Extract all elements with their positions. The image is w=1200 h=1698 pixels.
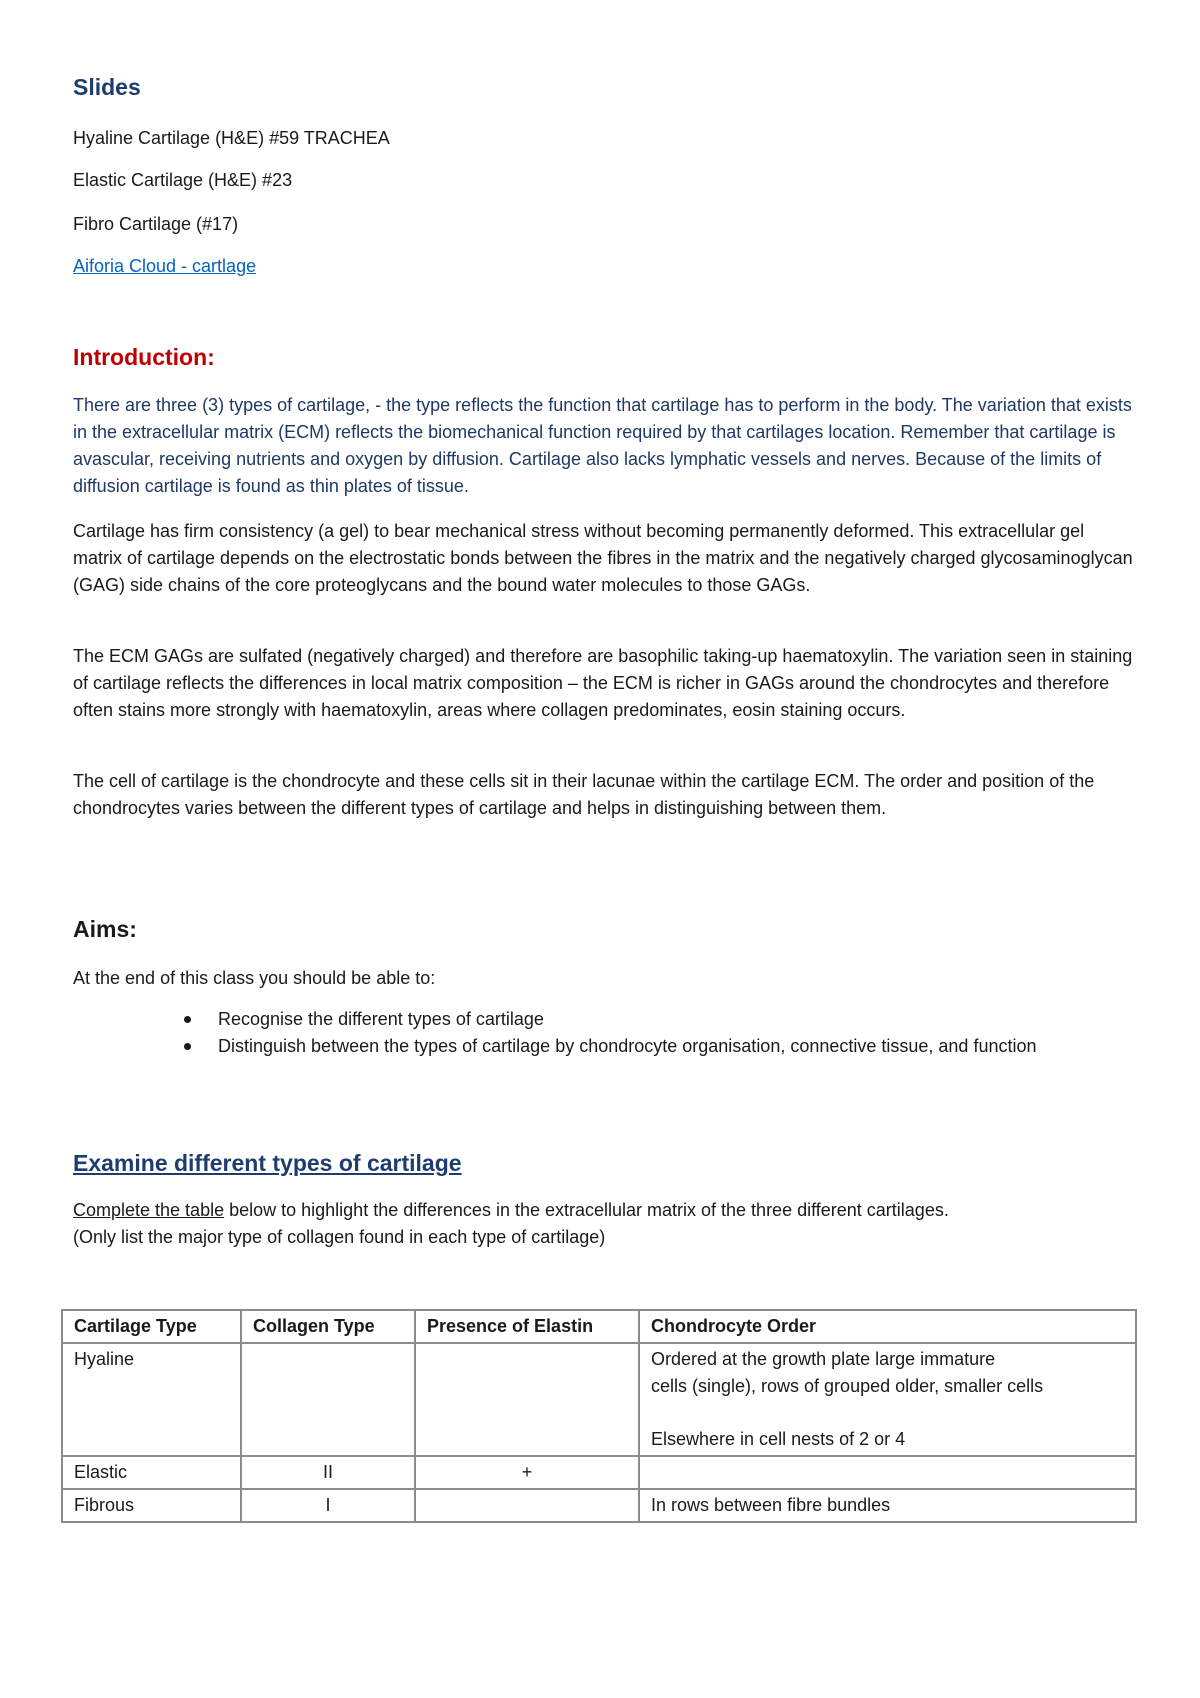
- cell-order[interactable]: [639, 1456, 1136, 1489]
- examine-heading: Examine different types of cartilage: [73, 1150, 462, 1176]
- instruction-note: (Only list the major type of collagen found in each type of cartilage): [73, 1227, 606, 1247]
- cell-type: Fibrous: [62, 1489, 241, 1522]
- cell-order: Ordered at the growth plate large immature cells (single), rows of grouped older, smaller cells Elsewhere in cell nests of 2 or 4: [639, 1343, 1136, 1456]
- intro-paragraph-2: Cartilage has firm consistency (a gel) to bear mechanical stress without becoming permanently deformed. This extracellular gel matrix of cartilage depends on the electrostatic bonds between the fibres in the matrix and the negatively charged glycosaminoglycan (GAG) side chains of the core proteoglycans and the bound water molecules to those GAGs.: [73, 521, 1133, 595]
- header-cartilage-type: Cartilage Type: [62, 1310, 241, 1343]
- header-chondrocyte-order: Chondrocyte Order: [639, 1310, 1136, 1343]
- table-row-hyaline: [62, 1343, 1136, 1456]
- table-instruction: Complete the table below to highlight the differences in the extracellular matrix of the three different cartilages. (Only list the major type of collagen found in each type of cartilage): [73, 1200, 949, 1247]
- intro-paragraph-1: There are three (3) types of cartilage, - the type reflects the function that cartilage has to perform in the body. The variation that exists in the extracellular matrix (ECM) reflects the biomechanical function required by that cartilages location. Remember that cartilage is avascular, receiving nutrients and oxygen by diffusion. Cartilage also lacks lymphatic vessels and nerves. Because of the limits of diffusion cartilage is found as thin plates of tissue.: [73, 395, 1132, 496]
- table-row-elastic: [62, 1456, 1136, 1489]
- cell-collagen: II: [241, 1456, 415, 1489]
- aims-list-item: Distinguish between the types of cartilage by chondrocyte organisation, connective tissue, and function: [180, 1033, 1080, 1060]
- cell-collagen[interactable]: [241, 1343, 415, 1456]
- aims-intro: At the end of this class you should be able to:: [73, 968, 436, 988]
- bullet-icon: [184, 1016, 191, 1023]
- header-collagen-type: Collagen Type: [241, 1310, 415, 1343]
- slide-item-elastic: Elastic Cartilage (H&E) #23: [73, 170, 293, 190]
- intro-paragraph-4: The cell of cartilage is the chondrocyte and these cells sit in their lacunae within the cartilage ECM. The order and position of the chondrocytes varies between the different types of cartilage and helps in distinguishing between them.: [73, 771, 1095, 818]
- slide-item-fibro: Fibro Cartilage (#17): [73, 214, 239, 234]
- aiforia-cloud-link[interactable]: Aiforia Cloud - cartlage: [73, 256, 257, 276]
- table-row-fibrous: [62, 1489, 1136, 1522]
- aims-list-item: Recognise the different types of cartilage: [180, 1006, 1080, 1033]
- slides-heading: Slides: [73, 74, 141, 100]
- cartilage-comparison-table: [61, 1309, 1137, 1523]
- cell-elastin: +: [415, 1456, 639, 1489]
- cell-type: Hyaline: [62, 1343, 241, 1456]
- introduction-heading: Introduction:: [73, 344, 215, 370]
- header-presence-of-elastin: Presence of Elastin: [415, 1310, 639, 1343]
- cell-elastin[interactable]: [415, 1343, 639, 1456]
- cell-type: Elastic: [62, 1456, 241, 1489]
- complete-table-text: Complete the table: [73, 1200, 225, 1220]
- aims-heading: Aims:: [73, 916, 137, 942]
- cell-elastin[interactable]: [415, 1489, 639, 1522]
- bullet-icon: [184, 1043, 191, 1050]
- slide-item-hyaline: Hyaline Cartilage (H&E) #59 TRACHEA: [73, 128, 390, 148]
- cell-order: In rows between fibre bundles: [639, 1489, 1136, 1522]
- intro-paragraph-3: The ECM GAGs are sulfated (negatively charged) and therefore are basophilic taking-up haematoxylin. The variation seen in staining of cartilage reflects the differences in local matrix composition – the ECM is richer in GAGs around the chondrocytes and therefore often stains more strongly with haematoxylin, areas where collagen predominates, eosin staining occurs.: [73, 646, 1133, 720]
- cell-collagen: I: [241, 1489, 415, 1522]
- table-header-row: [62, 1310, 1136, 1343]
- aims-list: [180, 1006, 1080, 1060]
